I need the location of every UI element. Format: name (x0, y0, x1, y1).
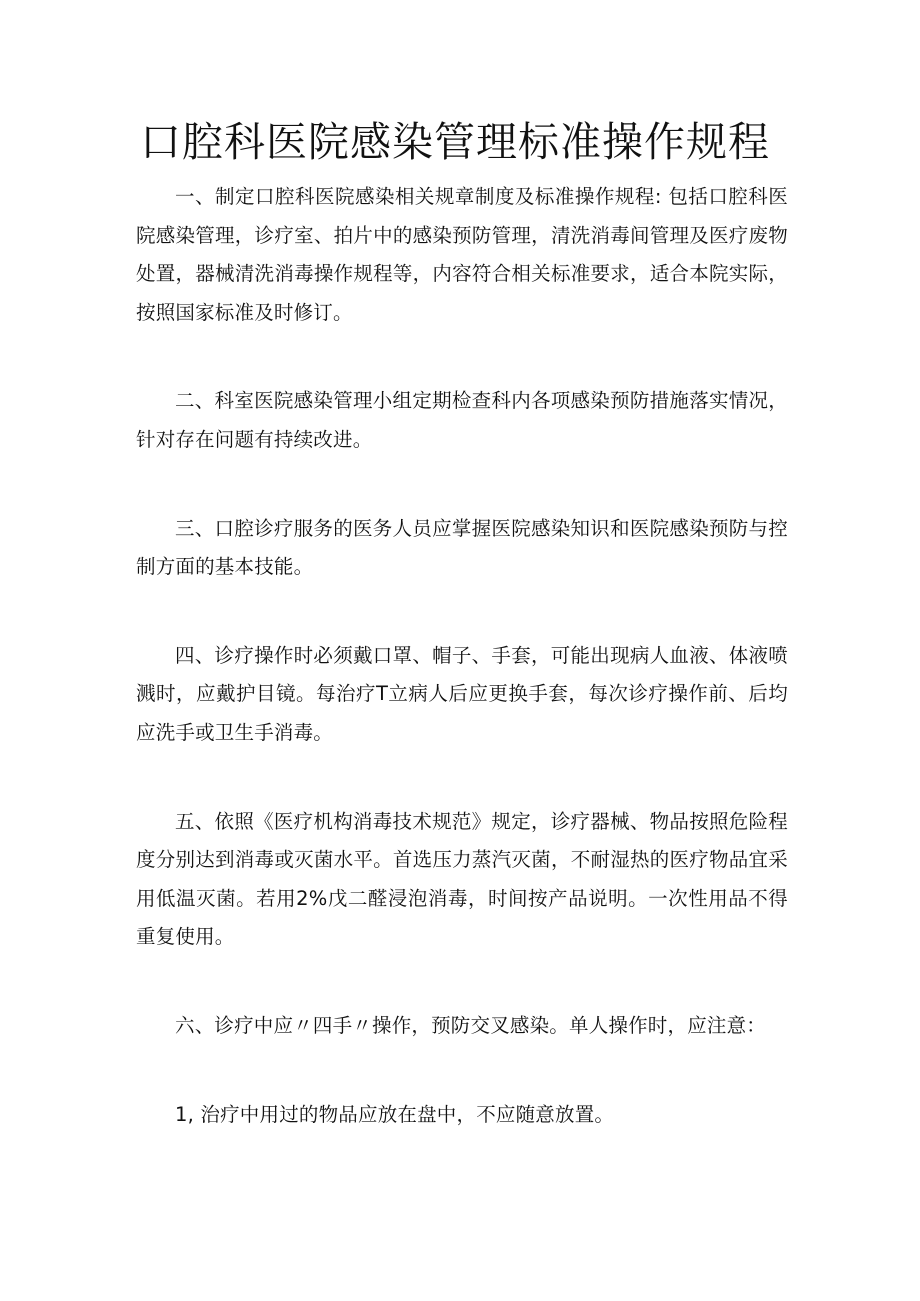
document-body (136, 178, 788, 1134)
paragraph-5: 五、依照《医疗机构消毒技术规范》规定，诊疗器械、物品按照危险程度分别达到消毒或灭菌水平。首选压力蒸汽灭菌，不耐湿热的医疗物品宜采用低温灭菌。若用2%戊二醛浸泡消毒，时间按产品说明。一次性用品不得重复使用。 (136, 809, 788, 949)
paragraph-6: 六、诊疗中应〃四手〃操作，预防交叉感染。单人操作时，应注意： (175, 1013, 767, 1037)
paragraph-3: 三、口腔诊疗服务的医务人员应掌握医院感染知识和医院感染预防与控制方面的基本技能。 (136, 516, 788, 579)
document-title: 口腔科医院感染管理标准操作规程 (140, 118, 770, 166)
paragraph-7: 1, 治疗中用过的物品应放在盘中，不应随意放置。 (175, 1102, 615, 1126)
paragraph-4: 四、诊疗操作时必须戴口罩、帽子、手套，可能出现病人血液、体液喷溅时，应戴护目镜。每治疗T立病人后应更换手套，每次诊疗操作前、后均应洗手或卫生手消毒。 (136, 643, 788, 744)
paragraph-1: 一、制定口腔科医院感染相关规章制度及标准操作规程: 包括口腔科医院感染管理，诊疗室、拍片中的感染预防管理，清洗消毒间管理及医疗废物处置，器械清洗消毒操作规程等，内容符合相关标准要求，适合本院实际，按照国家标准及时修订。 (136, 185, 788, 324)
paragraph-2: 二、科室医院感染管理小组定期检查科内各项感染预防措施落实情况，针对存在问题有持续改进。 (136, 389, 788, 451)
